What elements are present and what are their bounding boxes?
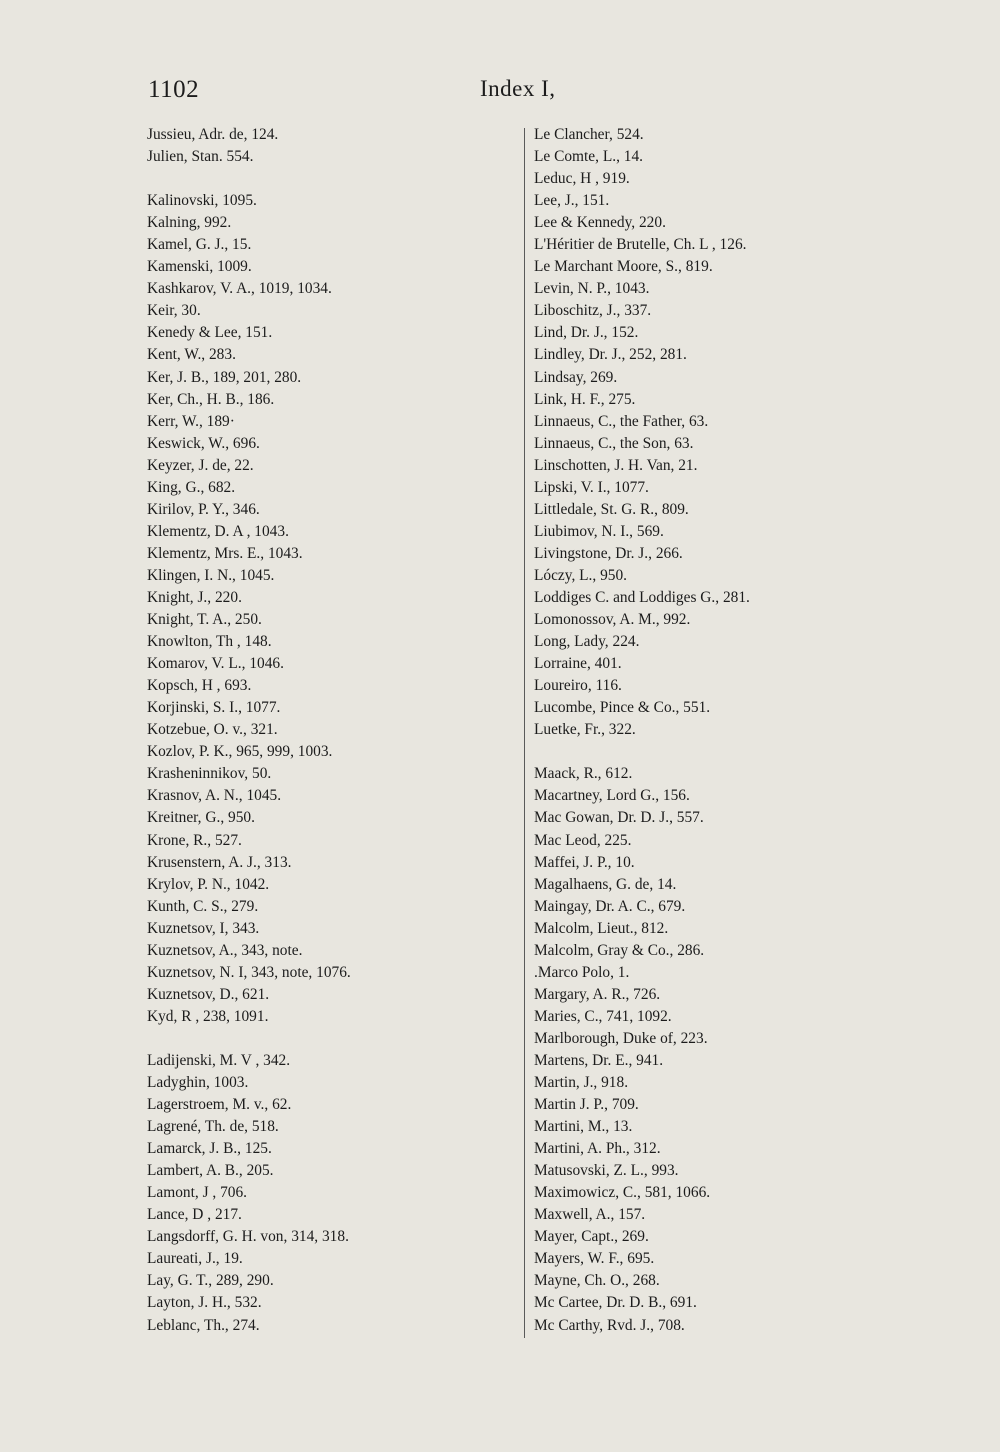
index-entry: Klementz, D. A , 1043.: [147, 522, 289, 540]
index-entry: Krone, R., 527.: [147, 831, 242, 849]
index-entry: Keyzer, J. de, 22.: [147, 456, 254, 474]
index-entry: Maximowicz, C., 581, 1066.: [534, 1184, 711, 1202]
index-entry: Mac Gowan, Dr. D. J., 557.: [534, 809, 704, 827]
index-entry: Leduc, H , 919.: [534, 170, 630, 188]
index-entry: Luetke, Fr., 322.: [534, 721, 636, 739]
index-entry: Ker, Ch., H. B., 186.: [147, 390, 275, 408]
index-entry: Matusovski, Z. L., 993.: [534, 1162, 679, 1180]
index-entry: Marlborough, Duke of, 223.: [534, 1029, 708, 1047]
index-entry: Martini, M., 13.: [534, 1118, 633, 1136]
column-divider: [524, 128, 525, 1338]
index-entry: Korjinski, S. I., 1077.: [147, 699, 281, 717]
index-entry: Kotzebue, O. v., 321.: [147, 721, 278, 739]
index-entry: Mac Leod, 225.: [534, 831, 632, 849]
index-entry: Kunth, C. S., 279.: [147, 897, 259, 915]
index-entry: Knight, T. A., 250.: [147, 611, 262, 629]
index-entry: Krasnov, A. N., 1045.: [147, 787, 282, 805]
page-number: 1102: [148, 76, 200, 103]
index-entry: Malcolm, Lieut., 812.: [534, 919, 669, 937]
index-entry: Lóczy, L., 950.: [534, 566, 628, 584]
index-entry: Krasheninnikov, 50.: [147, 765, 272, 783]
index-entry: Lind, Dr. J., 152.: [534, 324, 639, 342]
index-entry: Ladijenski, M. V , 342.: [147, 1051, 291, 1069]
index-entry: Kyd, R , 238, 1091.: [147, 1007, 269, 1025]
index-entry: Krusenstern, A. J., 313.: [147, 853, 292, 871]
index-entry: Kamenski, 1009.: [147, 258, 252, 276]
index-entry: Kashkarov, V. A., 1019, 1034.: [147, 280, 332, 298]
index-entry: Ladyghin, 1003.: [147, 1074, 249, 1092]
index-entry: Knight, J., 220.: [147, 588, 242, 606]
index-entry: Le Comte, L., 14.: [534, 148, 643, 166]
index-entry: Kuznetsov, A., 343, note.: [147, 941, 303, 959]
index-entry: Maack, R., 612.: [534, 765, 633, 783]
index-entry: King, G., 682.: [147, 478, 236, 496]
index-entry: Kenedy & Lee, 151.: [147, 324, 273, 342]
index-entry: Klementz, Mrs. E., 1043.: [147, 544, 303, 562]
index-entry: Long, Lady, 224.: [534, 633, 640, 651]
index-entry: Lee & Kennedy, 220.: [534, 214, 666, 232]
index-entry: Kerr, W., 189·: [147, 412, 235, 430]
index-entry: Lomonossov, A. M., 992.: [534, 611, 691, 629]
index-entry: Margary, A. R., 726.: [534, 985, 661, 1003]
index-entry: Langsdorff, G. H. von, 314, 318.: [147, 1228, 349, 1246]
index-entry: Mc Cartee, Dr. D. B., 691.: [534, 1294, 697, 1312]
index-entry: L'Héritier de Brutelle, Ch. L , 126.: [534, 236, 747, 254]
index-entry: Kent, W., 283.: [147, 346, 236, 364]
index-entry: Ker, J. B., 189, 201, 280.: [147, 368, 302, 386]
index-entry: Leblanc, Th., 274.: [147, 1316, 260, 1334]
index-entry: Knowlton, Th , 148.: [147, 633, 272, 651]
index-entry: Martens, Dr. E., 941.: [534, 1051, 664, 1069]
index-entry: Lay, G. T., 289, 290.: [147, 1272, 274, 1290]
index-entry: Komarov, V. L., 1046.: [147, 655, 284, 673]
index-entry: Klingen, I. N., 1045.: [147, 566, 275, 584]
index-entry: Linschotten, J. H. Van, 21.: [534, 456, 698, 474]
index-entry: Macartney, Lord G., 156.: [534, 787, 690, 805]
index-right-column: [534, 124, 894, 1337]
index-entry: Kalinovski, 1095.: [147, 192, 257, 210]
running-head: Index I,: [480, 76, 556, 101]
index-entry: Linnaeus, C., the Son, 63.: [534, 434, 694, 452]
index-entry: Kamel, G. J., 15.: [147, 236, 252, 254]
index-entry: Malcolm, Gray & Co., 286.: [534, 941, 705, 959]
index-gap: [534, 741, 894, 763]
index-entry: Levin, N. P., 1043.: [534, 280, 650, 298]
index-entry: Lindsay, 269.: [534, 368, 618, 386]
index-entry: Kreitner, G., 950.: [147, 809, 255, 827]
index-entry: Liboschitz, J., 337.: [534, 302, 652, 320]
index-entry: Julien, Stan. 554.: [147, 148, 254, 166]
index-entry: Maxwell, A., 157.: [534, 1206, 646, 1224]
index-entry: Lee, J., 151.: [534, 192, 610, 210]
index-entry: Laureati, J., 19.: [147, 1250, 243, 1268]
index-entry: Lagerstroem, M. v., 62.: [147, 1096, 292, 1114]
index-entry: Maffei, J. P., 10.: [534, 853, 635, 871]
index-entry: Loureiro, 116.: [534, 677, 622, 695]
index-entry: Maingay, Dr. A. C., 679.: [534, 897, 686, 915]
index-entry: Livingstone, Dr. J., 266.: [534, 544, 683, 562]
index-entry: Lamont, J , 706.: [147, 1184, 248, 1202]
index-entry: Loddiges C. and Loddiges G., 281.: [534, 588, 750, 606]
index-entry: .Marco Polo, 1.: [534, 963, 630, 981]
index-entry: Mc Carthy, Rvd. J., 708.: [534, 1316, 685, 1334]
index-entry: Lucombe, Pince & Co., 551.: [534, 699, 711, 717]
index-entry: Link, H. F., 275.: [534, 390, 636, 408]
index-entry: Le Clancher, 524.: [534, 126, 644, 143]
index-entry: Kozlov, P. K., 965, 999, 1003.: [147, 743, 333, 761]
index-entry: Kopsch, H , 693.: [147, 677, 252, 695]
index-entry: Kuznetsov, D., 621.: [147, 985, 270, 1003]
index-entry: Kuznetsov, N. I, 343, note, 1076.: [147, 963, 351, 981]
index-entry: Keswick, W., 696.: [147, 434, 260, 452]
index-entry: Le Marchant Moore, S., 819.: [534, 258, 713, 276]
index-gap: [147, 1028, 507, 1050]
index-entry: Jussieu, Adr. de, 124.: [147, 126, 279, 143]
index-entry: Layton, J. H., 532.: [147, 1294, 262, 1312]
index-entry: Martini, A. Ph., 312.: [534, 1140, 661, 1158]
index-entry: Maries, C., 741, 1092.: [534, 1007, 672, 1025]
index-entry: Lamarck, J. B., 125.: [147, 1140, 272, 1158]
index-entry: Mayer, Capt., 269.: [534, 1228, 649, 1246]
index-left-column: [147, 124, 507, 1337]
index-gap: [147, 168, 507, 190]
index-entry: Keir, 30.: [147, 302, 201, 320]
index-entry: Martin J. P., 709.: [534, 1096, 639, 1114]
index-entry: Lorraine, 401.: [534, 655, 622, 673]
index-entry: Magalhaens, G. de, 14.: [534, 875, 677, 893]
index-entry: Mayne, Ch. O., 268.: [534, 1272, 660, 1290]
index-entry: Lagrené, Th. de, 518.: [147, 1118, 279, 1136]
index-entry: Krylov, P. N., 1042.: [147, 875, 270, 893]
index-entry: Lance, D , 217.: [147, 1206, 242, 1224]
index-entry: Littledale, St. G. R., 809.: [534, 500, 689, 518]
index-entry: Liubimov, N. I., 569.: [534, 522, 664, 540]
index-entry: Lambert, A. B., 205.: [147, 1162, 274, 1180]
index-entry: Lindley, Dr. J., 252, 281.: [534, 346, 687, 364]
index-entry: Mayers, W. F., 695.: [534, 1250, 655, 1268]
index-entry: Lipski, V. I., 1077.: [534, 478, 649, 496]
index-entry: Linnaeus, C., the Father, 63.: [534, 412, 709, 430]
index-entry: Kalning, 992.: [147, 214, 232, 232]
index-entry: Martin, J., 918.: [534, 1074, 629, 1092]
index-entry: Kirilov, P. Y., 346.: [147, 500, 260, 518]
index-entry: Kuznetsov, I, 343.: [147, 919, 260, 937]
